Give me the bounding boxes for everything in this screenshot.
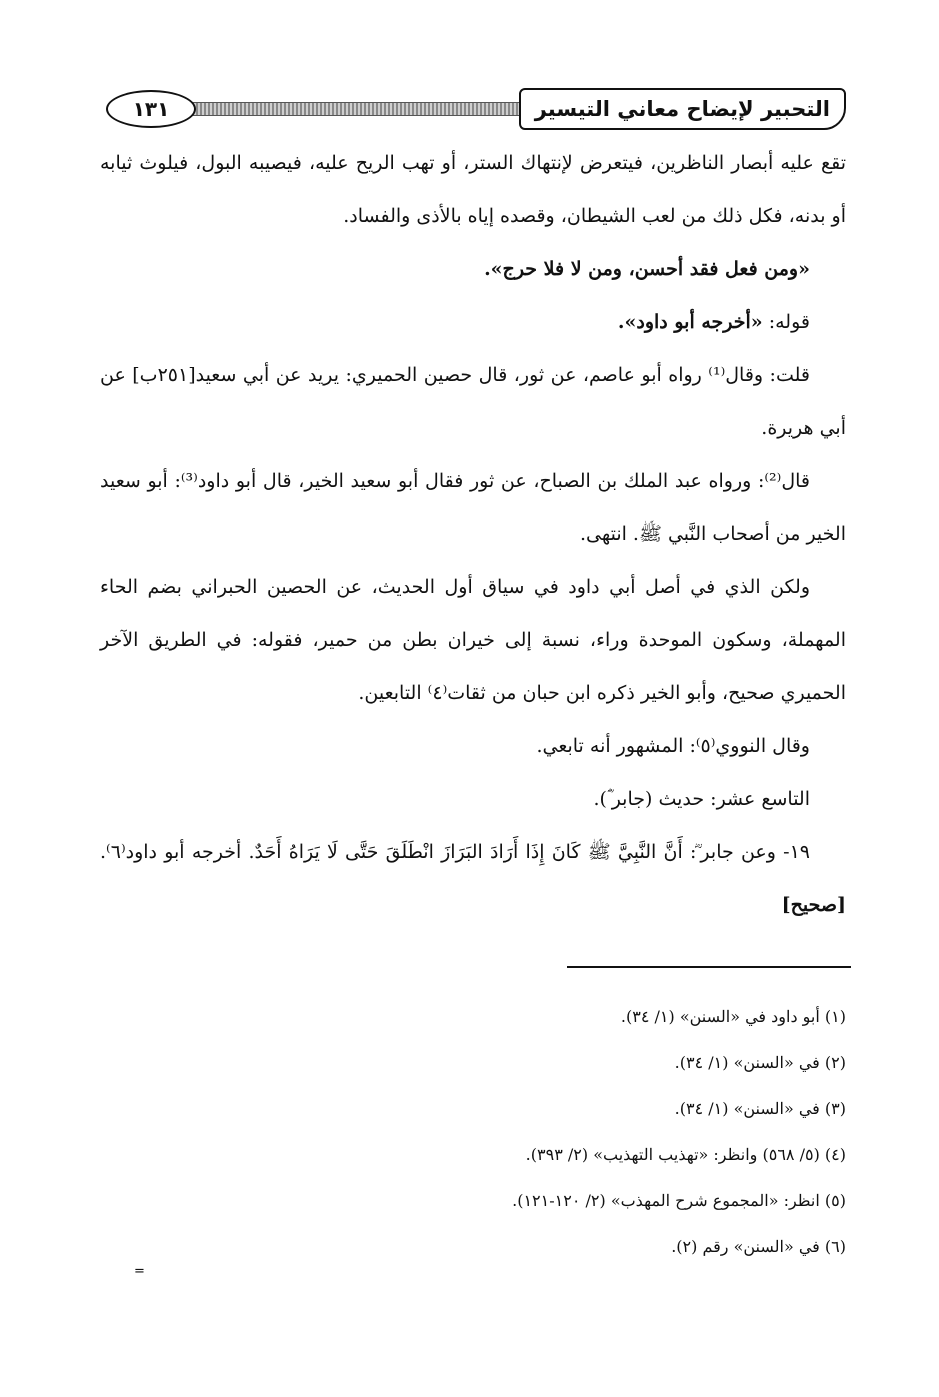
footnote-6: (٦) في «السنن» رقم (٢).	[671, 1237, 846, 1256]
book-title: التحبير لإيضاح معاني التيسير	[519, 88, 846, 130]
paragraph-7: وقال النووي⁽٥⁾: المشهور أنه تابعي.	[536, 735, 810, 757]
footnote-2: (٢) في «السنن» (١/ ٣٤).	[674, 1053, 846, 1072]
page-number: ١٣١	[106, 90, 196, 128]
quoted-hadith-text: «ومن فعل فقد أحسن، ومن لا فلا حرج».	[484, 258, 810, 280]
margin-mark: =	[134, 1264, 145, 1279]
footnote-separator	[567, 966, 851, 968]
paragraph-3-lead: قوله:	[762, 311, 810, 333]
running-header	[100, 86, 846, 130]
paragraph-6: ولكن الذي في أصل أبي داود في سياق أول الحديث، عن الحصين الحبراني بضم الحاء المهملة، وسكون الموحدة وراء، نسبة إلى خيران بطن من حمير، فقوله: في الطريق الآخر الحميري صحيح، وأبو الخير ذكره ابن حبان من ثقات⁽٤⁾ التابعين.	[100, 576, 846, 704]
footnote-1: (١) أبو داود في «السنن» (١/ ٣٤).	[620, 1007, 846, 1026]
paragraph-9	[100, 826, 846, 932]
footnote-4: (٤) (٥/ ٥٦٨) وانظر: «تهذيب التهذيب» (٢/ ٣٩٣).	[525, 1145, 846, 1164]
paragraph-2	[100, 243, 846, 296]
paragraph-1: تقع عليه أبصار الناظرين، فيتعرض لإنتهاك الستر، أو تهب الريح عليه، فيصيبه البول، فيلوث ثيابه أو بدنه، فكل ذلك من لعب الشيطان، وقصده إياه بالأذى والفساد.	[100, 152, 846, 227]
hadith-grade: [صحيح]	[781, 894, 846, 916]
paragraph-8: التاسع عشر: حديث (جابر ؓ).	[593, 788, 810, 810]
paragraph-5: قال⁽²⁾: ورواه عبد الملك بن الصباح، عن ثور فقال أبو سعيد الخير، قال أبو داود⁽³⁾: أبو سعيد الخير من أصحاب النَّبي ﷺ. انتهى.	[100, 470, 846, 545]
footnote-3: (٣) في «السنن» (١/ ٣٤).	[674, 1099, 846, 1118]
hadith-19-text: ١٩- وعن جابر ؓ: أَنَّ النَّبِيَّ ﷺ كَانَ إِذَا أَرَادَ البَرَازَ انْطَلَقَ حَتَّى لَا يَرَاهُ أَحَدٌ. أخرجه أبو داود⁽٦⁾.	[100, 841, 810, 863]
paragraph-3-bold: «أخرجه أبو داود».	[617, 311, 763, 333]
footnote-5: (٥) انظر: «المجموع شرح المهذب» (٢/ ١٢٠-١٢١).	[512, 1191, 846, 1210]
paragraph-4: قلت: وقال⁽¹⁾ رواه أبو عاصم، عن ثور، قال حصين الحميري: يريد عن أبي سعيد[٢٥١ب] عن أبي هريرة.	[100, 364, 846, 439]
footnotes	[100, 994, 846, 1270]
main-text	[100, 137, 846, 932]
paragraph-3	[100, 296, 846, 349]
